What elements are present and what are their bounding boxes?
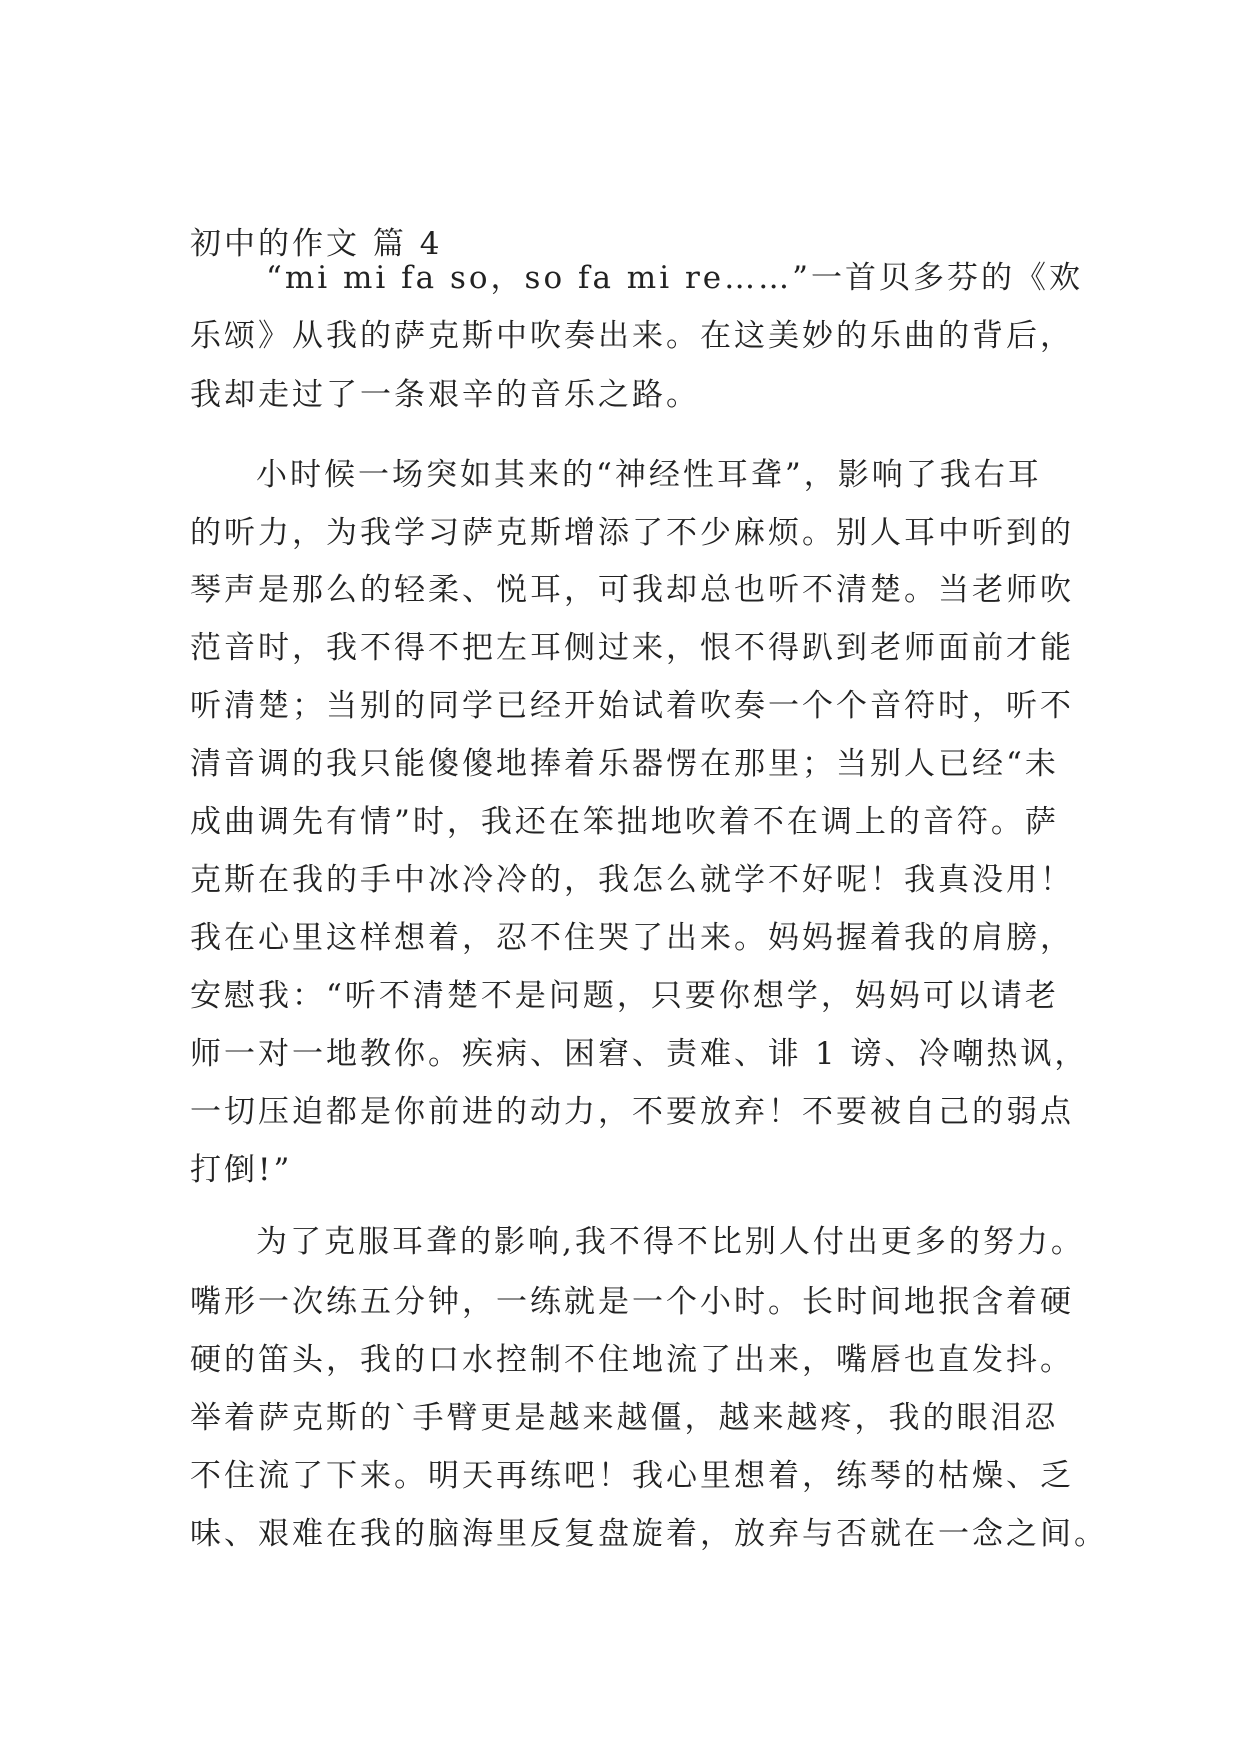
text-line: 我在心里这样想着，忍不住哭了出来。妈妈握着我的肩膀， [190,920,1074,956]
text-line: 硬的笛头，我的口水控制不住地流了出来，嘴唇也直发抖。 [190,1342,1074,1378]
text-line: 打倒!” [190,1152,293,1188]
text-line: 为了克服耳聋的影响,我不得不比别人付出更多的努力。 [256,1224,1085,1260]
text-line: 小时候一场突如其来的“神经性耳聋”，影响了我右耳 [256,457,1042,493]
text-line: 举着萨克斯的`手臂更是越来越僵，越来越疼，我的眼泪忍 [190,1400,1059,1436]
text-line: 安慰我：“听不清楚不是问题，只要你想学，妈妈可以请老 [190,978,1059,1014]
text-line: 嘴形一次练五分钟，一练就是一个小时。长时间地抿含着硬 [190,1284,1074,1320]
text-line: 不住流了下来。明天再练吧！我心里想着，练琴的枯燥、乏 [190,1458,1074,1494]
document-title: 初中的作文 篇 4 [190,226,443,262]
text-line: 听清楚；当别的同学已经开始试着吹奏一个个音符时，听不 [190,688,1074,724]
text-line: 的听力，为我学习萨克斯增添了不少麻烦。别人耳中听到的 [190,515,1074,551]
text-line: 清音调的我只能傻傻地捧着乐器愣在那里；当别人已经“未 [190,746,1059,782]
text-line: 一切压迫都是你前进的动力，不要放弃！不要被自己的弱点 [190,1094,1074,1130]
text-line: 味、艰难在我的脑海里反复盘旋着，放弃与否就在一念之间。 [190,1516,1108,1552]
text-line: “mi mi fa so，so fa mi re……”一首贝多芬的《欢 [266,260,1083,296]
text-line: 成曲调先有情”时，我还在笨拙地吹着不在调上的音符。萨 [190,804,1059,840]
text-line: 范音时，我不得不把左耳侧过来，恨不得趴到老师面前才能 [190,630,1074,666]
text-line: 克斯在我的手中冰冷冷的，我怎么就学不好呢！我真没用！ [190,862,1074,898]
text-line: 乐颂》从我的萨克斯中吹奏出来。在这美妙的乐曲的背后， [190,318,1074,354]
text-line: 我却走过了一条艰辛的音乐之路。 [190,377,700,413]
text-line: 琴声是那么的轻柔、悦耳，可我却总也听不清楚。当老师吹 [190,572,1074,608]
text-line: 师一对一地教你。疾病、困窘、责难、诽 1 谤、冷嘲热讽， [190,1036,1089,1072]
